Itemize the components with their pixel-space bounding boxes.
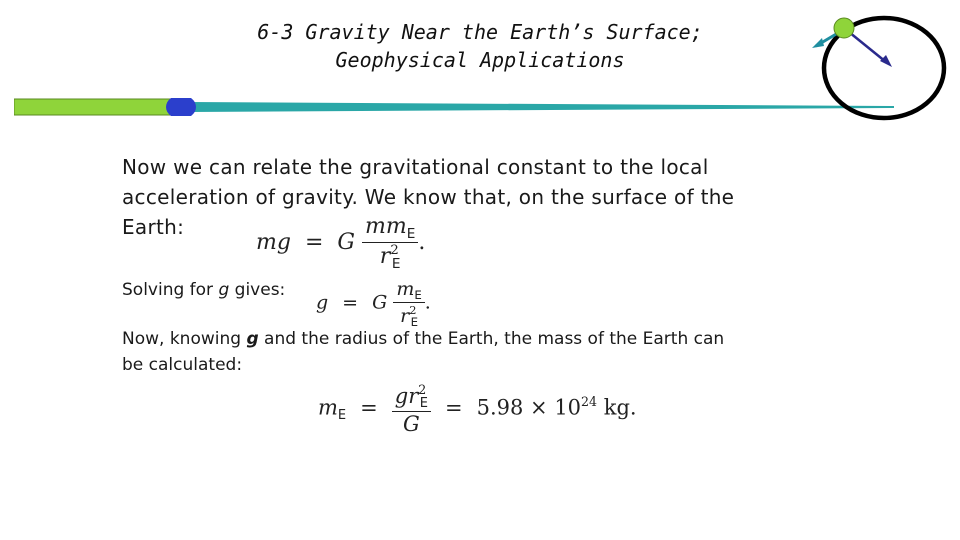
mass-var-g: g	[246, 329, 259, 349]
green-bar	[14, 99, 170, 115]
eq3-denominator: G	[402, 412, 420, 437]
intro-line-2: acceleration of gravity. We know that, on the surface of the	[122, 185, 735, 209]
eq1-lhs: mg	[256, 229, 291, 255]
mass-line-1: Now, knowing g and the radius of the Earth, the mass of the Earth can	[122, 329, 725, 349]
eq3-value: 5.98 × 10	[476, 395, 582, 420]
intro-paragraph	[122, 152, 822, 242]
title-divider-bar	[14, 98, 894, 116]
eq1-coef: G	[337, 229, 355, 255]
equation-g	[316, 278, 431, 329]
solving-label: Solving for g gives:	[122, 280, 286, 300]
eq1-fraction	[362, 214, 418, 272]
equation-surface-gravity	[256, 214, 425, 272]
eq3-fraction	[392, 382, 431, 436]
teal-streak	[189, 102, 894, 112]
eq2-denominator: $r^2_E$	[400, 303, 419, 330]
mass-line-2: be calculated:	[122, 355, 243, 375]
slide-title	[180, 18, 780, 74]
eq2-period: .	[424, 291, 431, 314]
eq2-numerator: $m_E$	[393, 278, 424, 303]
eq1-period: .	[418, 229, 426, 255]
eq3-numerator: $gr^2_E$	[392, 382, 431, 412]
mass-paragraph	[122, 326, 842, 378]
tangent-arrowhead	[812, 38, 824, 48]
eq3-lhs: m	[318, 395, 338, 420]
eq1-denominator: $r^2_E$	[379, 242, 401, 272]
intro-line-1: Now we can relate the gravitational constant to the local	[122, 155, 709, 179]
blue-ball	[166, 98, 196, 116]
radial-arrowhead	[880, 55, 892, 67]
eq1-equals: =	[304, 229, 324, 255]
orbit-diagram	[808, 10, 958, 125]
planet-dot	[834, 18, 854, 38]
equation-earth-mass	[318, 382, 637, 436]
intro-line-3: Earth:	[122, 215, 185, 239]
eq3-exponent: 24	[581, 393, 598, 409]
slide-title-line-2: Geophysical Applications	[335, 48, 625, 72]
slide-title-line-1: 6-3 Gravity Near the Earth’s Surface;	[257, 20, 703, 44]
solving-var: g	[218, 280, 230, 300]
eq3-equals-1: =	[360, 395, 378, 420]
eq2-coef: G	[372, 291, 388, 314]
eq3-lhs-sub: E	[337, 408, 347, 424]
eq2-equals: =	[342, 291, 359, 314]
eq1-numerator: $mm_E$	[362, 214, 418, 243]
eq2-lhs: g	[316, 291, 329, 314]
eq2-fraction	[393, 278, 424, 329]
eq3-equals-2: =	[445, 395, 463, 420]
eq3-unit: kg.	[597, 395, 637, 420]
